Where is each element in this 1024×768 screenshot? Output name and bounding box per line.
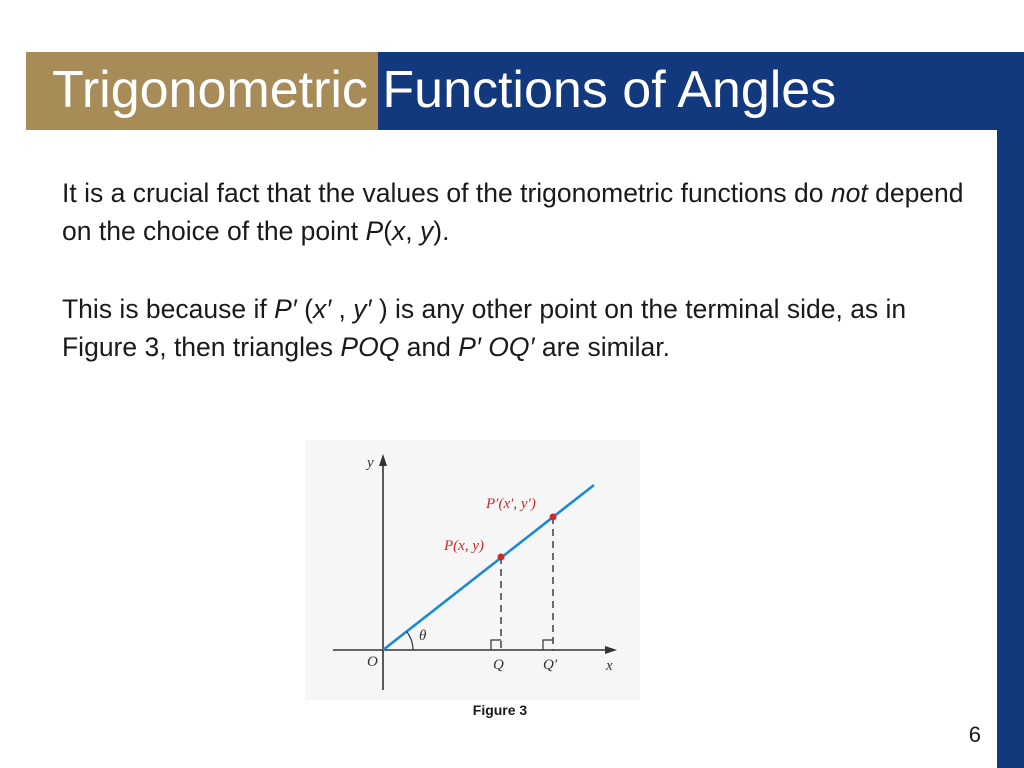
paragraph-1 — [62, 174, 982, 250]
text-run-italic: not — [830, 178, 868, 208]
x-axis-arrow — [605, 646, 617, 654]
right-border-bar — [997, 130, 1024, 768]
text-run: , — [331, 294, 354, 324]
theta-label: θ — [419, 628, 427, 644]
paragraph-2 — [62, 290, 982, 366]
page-number: 6 — [968, 722, 981, 747]
slide-content — [62, 174, 982, 406]
slide-title: Trigonometric Functions of Angles — [52, 61, 837, 119]
origin-label: O — [367, 654, 378, 670]
point-p — [498, 554, 505, 561]
x-axis-label: x — [606, 658, 613, 674]
text-run-italic: P′ OQ′ — [458, 332, 535, 362]
text-run: are similar. — [534, 332, 670, 362]
point-p-label: P(x, y) — [444, 538, 484, 554]
point-p-prime — [550, 514, 557, 521]
text-run-italic: P′ — [274, 294, 297, 324]
point-p-prime-label: P′(x′, y′) — [486, 496, 536, 512]
title-bar — [26, 52, 1024, 130]
figure-3 — [305, 440, 640, 700]
text-run: , — [405, 216, 420, 246]
text-run: depend on the choice of the point — [62, 178, 964, 246]
figure-caption: Figure 3 — [472, 702, 528, 718]
y-axis-label: y — [367, 455, 374, 471]
y-axis-arrow — [379, 454, 387, 466]
text-run: ( — [383, 216, 393, 246]
text-run-italic: POQ — [340, 332, 400, 362]
q-label: Q — [493, 657, 504, 673]
text-run: and — [399, 332, 459, 362]
text-run: ( — [296, 294, 313, 324]
text-run-italic: x′ — [312, 294, 332, 324]
text-run: This is because if — [62, 294, 275, 324]
text-run-italic: P — [365, 216, 384, 246]
text-run-italic: y′ — [353, 294, 372, 324]
text-run: It is a crucial fact that the values of the trigonometric functions do — [62, 178, 831, 208]
q-prime-label: Q′ — [543, 657, 558, 673]
text-run: ). — [433, 216, 450, 246]
text-run-italic: x — [392, 216, 406, 246]
right-angle-mark-q — [491, 640, 501, 650]
figure-diagram — [305, 440, 640, 700]
right-angle-mark-q-prime — [543, 640, 553, 650]
text-run-italic: y — [420, 216, 434, 246]
angle-arc — [407, 632, 413, 651]
text-run: ) is any other point on the terminal side, as in Figure 3, then triangles — [62, 294, 907, 362]
